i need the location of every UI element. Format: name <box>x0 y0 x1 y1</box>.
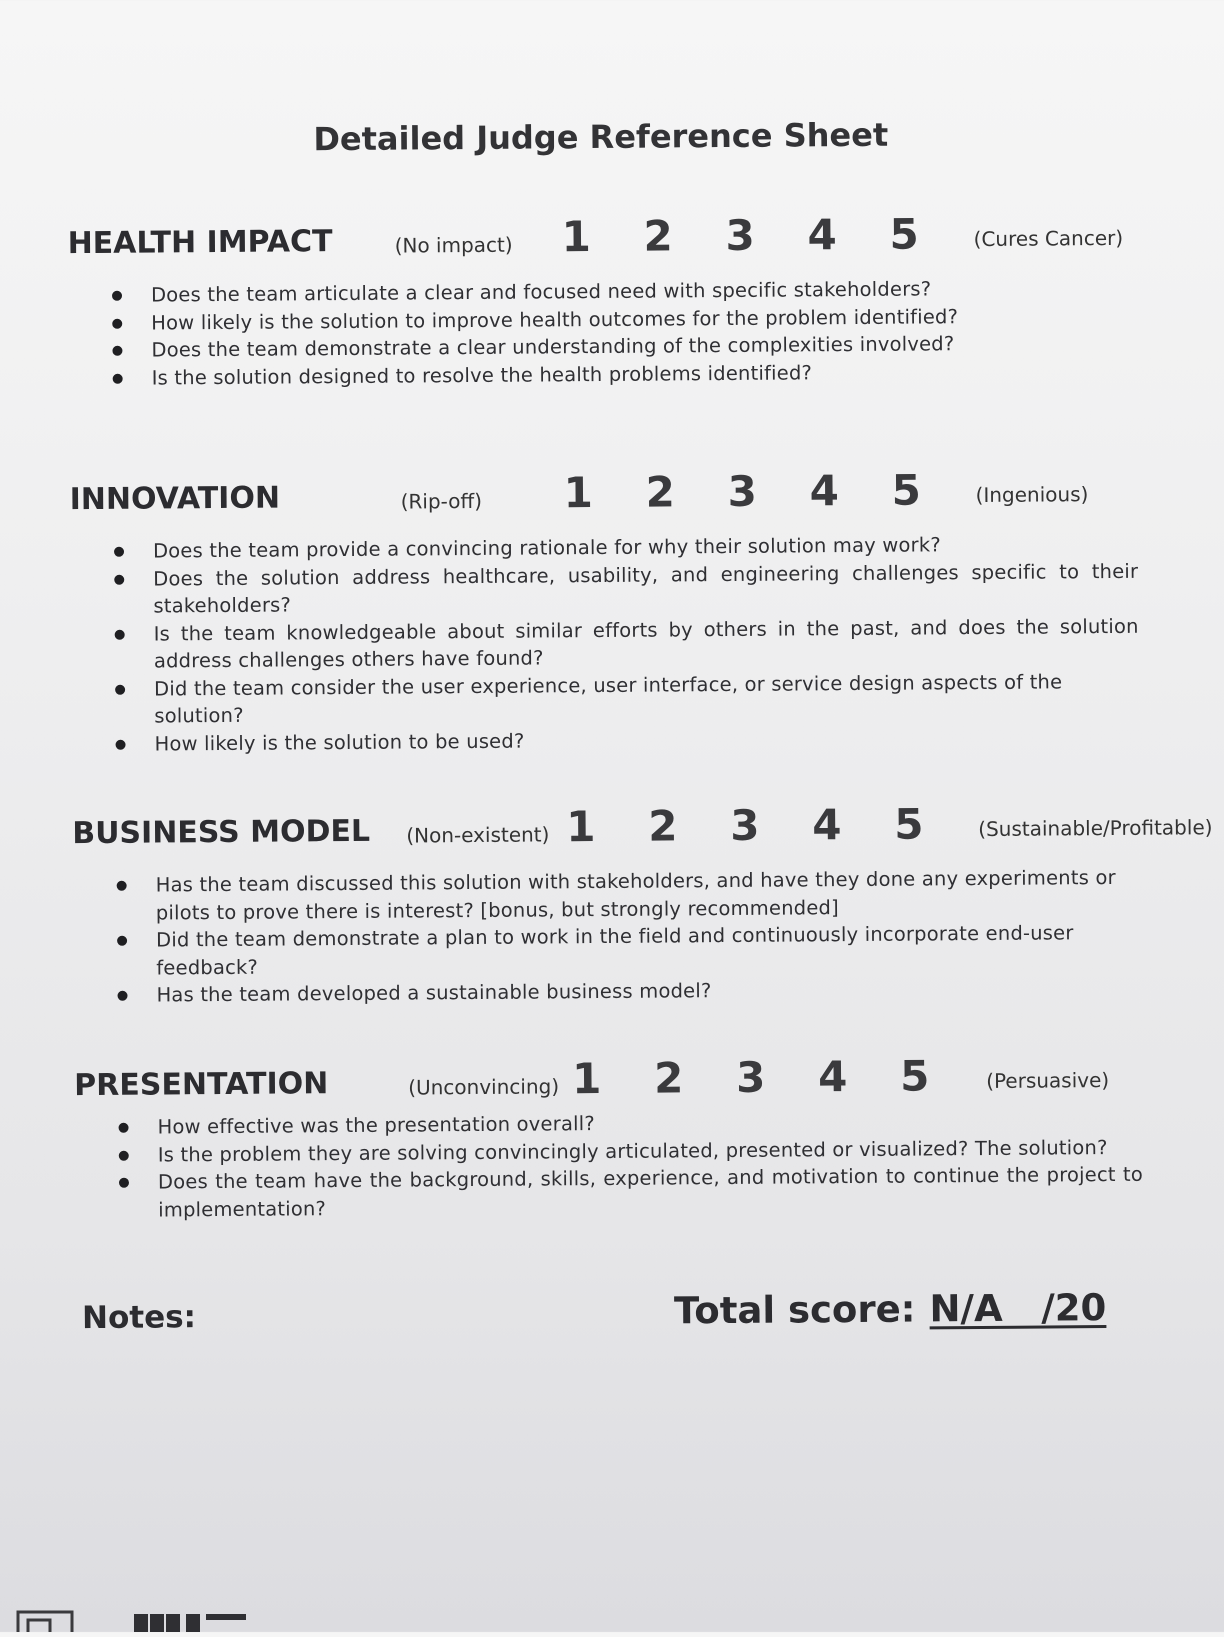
rating-4[interactable]: 4 <box>817 1052 848 1102</box>
list-item: Is the problem they are solving convincingly articulated, presented or visualized? The solution? <box>75 1133 1143 1169</box>
rating-5[interactable]: 5 <box>889 209 919 259</box>
rating-4[interactable]: 4 <box>812 800 842 850</box>
scale-low-label: (No impact) <box>394 232 513 258</box>
total-score-label: Total score: <box>673 1287 916 1333</box>
scale-high-label: (Ingenious) <box>975 482 1089 508</box>
rating-1[interactable]: 1 <box>566 802 596 852</box>
rating-3[interactable]: 3 <box>735 1052 766 1102</box>
rating-3[interactable]: 3 <box>725 210 755 260</box>
bullet-icon <box>117 991 127 1001</box>
notes-label: Notes: <box>81 1299 197 1337</box>
bullet-icon <box>112 318 122 328</box>
bullet-icon <box>117 936 127 946</box>
bullet-icon <box>116 739 126 749</box>
section-health-impact <box>67 207 1218 392</box>
list-item: Has the team developed a sustainable business model? <box>73 974 1141 1010</box>
list-item: Does the team provide a convincing rationale for why their solution may work? <box>70 530 1138 566</box>
list-item: Does the solution address healthcare, usability, and engineering challenges specific to their stakeholders? <box>70 557 1138 620</box>
bullet-icon <box>115 684 125 694</box>
list-item: Does the team demonstrate a clear understanding of the complexities involved? <box>68 329 1136 365</box>
section-title: INNOVATION <box>69 480 281 518</box>
section-innovation <box>69 463 1221 758</box>
rating-1[interactable]: 1 <box>571 1053 602 1104</box>
mit-logo-fragment <box>0 1606 300 1632</box>
bullet-icon <box>117 881 127 891</box>
rating-5[interactable]: 5 <box>894 799 924 849</box>
bullet-icon <box>113 373 123 383</box>
rating-2[interactable]: 2 <box>653 1053 684 1103</box>
page-title: Detailed Judge Reference Sheet <box>313 115 889 159</box>
criteria-list <box>73 863 1224 1010</box>
list-item: Is the team knowledgeable about similar efforts by others in the past, and does the solution address challenges others have found? <box>71 612 1139 675</box>
criteria-list <box>70 529 1222 758</box>
rating-scale <box>566 799 976 851</box>
bullet-icon <box>119 1178 129 1188</box>
rating-5[interactable]: 5 <box>899 1051 930 1101</box>
scale-low-label: (Unconvincing) <box>408 1074 560 1100</box>
criteria-list <box>74 1105 1224 1224</box>
section-business-model <box>72 797 1224 1010</box>
list-item: Has the team discussed this solution with stakeholders, and have they done any experiments or pilots to prove there is interest? [bonus, but strongly recommended] <box>73 864 1141 927</box>
section-title: PRESENTATION <box>74 1066 329 1104</box>
rating-2[interactable]: 2 <box>643 211 673 261</box>
bullet-icon <box>119 1123 129 1133</box>
list-item: Does the team articulate a clear and focused need with specific stakeholders? <box>68 274 1136 310</box>
rating-5[interactable]: 5 <box>891 465 922 515</box>
section-header <box>72 797 1222 860</box>
section-header <box>67 207 1217 270</box>
section-header <box>74 1049 1224 1112</box>
section-title: BUSINESS MODEL <box>72 813 371 852</box>
list-item: Did the team demonstrate a plan to work in the field and continuously incorporate end-user feedback? <box>73 919 1141 982</box>
bullet-icon <box>112 346 122 356</box>
rating-3[interactable]: 3 <box>730 800 760 850</box>
bullet-icon <box>114 574 124 584</box>
rating-2[interactable]: 2 <box>645 467 676 517</box>
scale-low-label: (Rip-off) <box>400 488 483 514</box>
rating-1[interactable]: 1 <box>563 468 594 518</box>
list-item: Did the team consider the user experience, user interface, or service design aspects of the solution? <box>71 667 1139 730</box>
bullet-icon <box>119 1150 129 1160</box>
scale-high-label: (Sustainable/Profitable) <box>978 815 1213 842</box>
rating-3[interactable]: 3 <box>727 466 758 516</box>
bullet-icon <box>112 291 122 301</box>
rating-scale <box>572 1051 982 1103</box>
rating-scale <box>563 465 973 517</box>
list-item: How effective was the presentation overall? <box>74 1106 1142 1142</box>
list-item: Is the solution designed to resolve the health problems identified? <box>69 356 1137 392</box>
list-item: How likely is the solution to improve health outcomes for the problem identified? <box>68 301 1136 337</box>
list-item: How likely is the solution to be used? <box>71 722 1139 758</box>
bullet-icon <box>115 629 125 639</box>
section-presentation <box>74 1049 1224 1224</box>
rating-4[interactable]: 4 <box>809 466 840 516</box>
scale-high-label: (Persuasive) <box>986 1068 1110 1093</box>
list-item: Does the team have the background, skills, experience, and motivation to continue the project to implementation? <box>75 1161 1143 1224</box>
rating-1[interactable]: 1 <box>561 212 592 262</box>
criteria-list <box>68 273 1219 392</box>
section-header <box>69 463 1219 526</box>
scale-low-label: (Non-existent) <box>406 822 550 848</box>
rating-scale <box>561 209 971 261</box>
rating-4[interactable]: 4 <box>807 210 837 260</box>
section-title: HEALTH IMPACT <box>67 224 333 262</box>
scale-high-label: (Cures Cancer) <box>973 225 1124 252</box>
rating-2[interactable]: 2 <box>648 801 678 851</box>
total-score <box>674 1286 1107 1332</box>
bullet-icon <box>114 547 124 557</box>
total-score-value: N/A /20 <box>929 1286 1107 1331</box>
